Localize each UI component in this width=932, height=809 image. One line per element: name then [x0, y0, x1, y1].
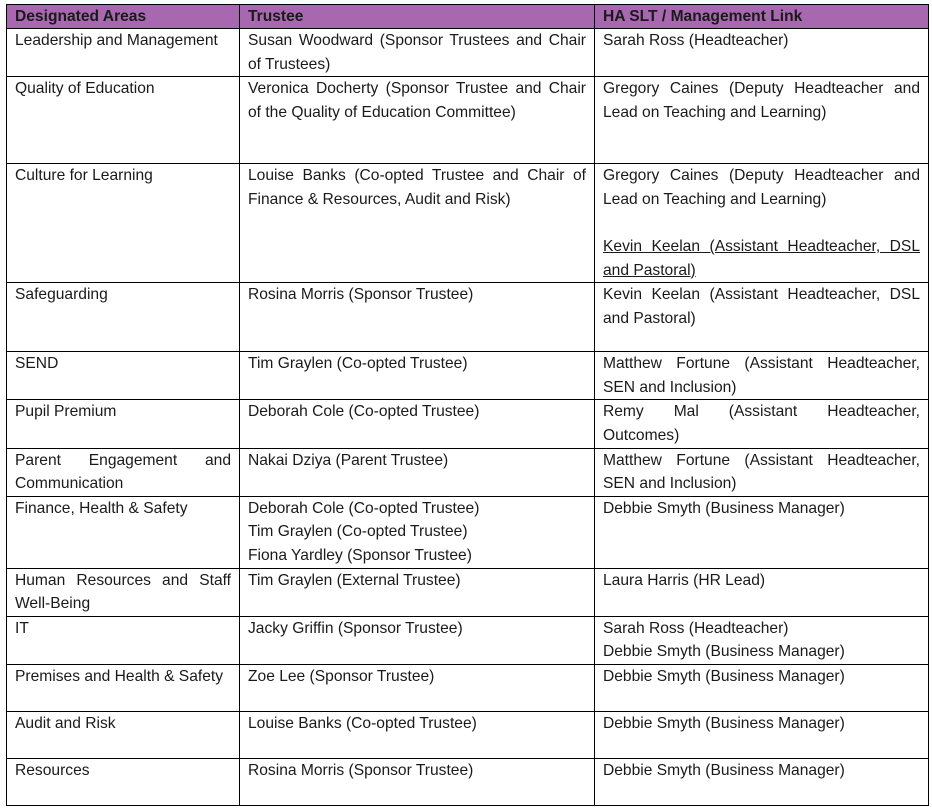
link-cell: [595, 711, 929, 758]
link-cell: [595, 664, 929, 711]
trustee-cell: [240, 283, 595, 352]
link-name: Kevin Keelan (Assistant Headteacher, DSL and Pastoral): [603, 286, 920, 327]
trustee-name: Jacky Griffin (Sponsor Trustee): [248, 619, 463, 637]
trustee-cell: [240, 164, 595, 283]
trustee-name: Zoe Lee (Sponsor Trustee): [248, 667, 435, 685]
trustee-name: Tim Graylen (External Trustee): [248, 571, 461, 589]
header-trustee: Trustee: [240, 5, 595, 29]
link-cell: [595, 568, 929, 616]
link-cell: [595, 77, 929, 164]
link-cell: [595, 164, 929, 283]
area-cell: Culture for Learning: [7, 164, 240, 283]
trustee-name: Louise Banks (Co-opted Trustee): [248, 714, 477, 732]
link-cell: [595, 283, 929, 352]
area-cell: Safeguarding: [7, 283, 240, 352]
link-name: Gregory Caines (Deputy Headteacher and Lead on Teaching and Learning): [603, 80, 920, 121]
link-cell: [595, 616, 929, 664]
trustee-name: Rosina Morris (Sponsor Trustee): [248, 761, 474, 779]
table-row: [7, 496, 929, 568]
area-cell: Quality of Education: [7, 77, 240, 164]
trustee-name: Veronica Docherty (Sponsor Trustee and Chair of the Quality of Education Committee): [248, 80, 586, 121]
link-name: Debbie Smyth (Business Manager): [603, 714, 845, 732]
link-name: Matthew Fortune (Assistant Headteacher, SEN and Inclusion): [603, 355, 920, 396]
trustee-name: Louise Banks (Co-opted Trustee and Chair of Finance & Resources, Audit and Risk): [248, 167, 586, 208]
link-cell: [595, 448, 929, 496]
trustee-name: Rosina Morris (Sponsor Trustee): [248, 286, 474, 304]
link-cell: [595, 758, 929, 805]
trustee-cell: [240, 77, 595, 164]
trustee-cell: [240, 496, 595, 568]
link-cell: [595, 29, 929, 77]
table-row: [7, 711, 929, 758]
trustee-name: Fiona Yardley (Sponsor Trustee): [248, 546, 472, 564]
trustee-cell: [240, 711, 595, 758]
table-row: [7, 29, 929, 77]
area-cell: SEND: [7, 352, 240, 400]
link-name: Debbie Smyth (Business Manager): [603, 667, 845, 685]
area-cell: Pupil Premium: [7, 400, 240, 448]
table-row: [7, 448, 929, 496]
trustee-name: Deborah Cole (Co-opted Trustee): [248, 499, 480, 517]
table-row: [7, 568, 929, 616]
header-management-link: HA SLT / Management Link: [595, 5, 929, 29]
trustee-cell: [240, 352, 595, 400]
link-name-underlined: Kevin Keelan (Assistant Headteacher, DSL and Pastoral): [603, 237, 920, 279]
trustee-cell: [240, 664, 595, 711]
trustee-name: Susan Woodward (Sponsor Trustees and Chair of Trustees): [248, 32, 586, 73]
link-cell: [595, 496, 929, 568]
table-row: [7, 400, 929, 448]
area-cell: Audit and Risk: [7, 711, 240, 758]
trustee-cell: [240, 758, 595, 805]
header-designated-areas: Designated Areas: [7, 5, 240, 29]
table-row: [7, 77, 929, 164]
area-cell: IT: [7, 616, 240, 664]
table-row: [7, 616, 929, 664]
link-name: Matthew Fortune (Assistant Headteacher, SEN and Inclusion): [603, 451, 920, 493]
link-name: Debbie Smyth (Business Manager): [603, 643, 845, 661]
link-cell: [595, 352, 929, 400]
area-cell: Parent Engagement and Communication: [7, 448, 240, 496]
link-name: Laura Harris (HR Lead): [603, 571, 766, 589]
link-cell: [595, 400, 929, 448]
table-header-row: [7, 5, 929, 29]
table-row: [7, 664, 929, 711]
table-row: [7, 758, 929, 805]
area-cell: Resources: [7, 758, 240, 805]
area-cell: Human Resources and Staff Well-Being: [7, 568, 240, 616]
link-name: Gregory Caines (Deputy Headteacher and Lead on Teaching and Learning): [603, 167, 920, 208]
trustee-cell: [240, 29, 595, 77]
trustee-cell: [240, 568, 595, 616]
table-row: [7, 352, 929, 400]
trustee-name: Tim Graylen (Co-opted Trustee): [248, 355, 468, 373]
link-name: Sarah Ross (Headteacher): [603, 619, 789, 637]
trustee-name: Deborah Cole (Co-opted Trustee): [248, 403, 480, 421]
trustee-name: Nakai Dziya (Parent Trustee): [248, 451, 449, 469]
trustee-name: Tim Graylen (Co-opted Trustee): [248, 523, 468, 541]
area-cell: Leadership and Management: [7, 29, 240, 77]
trustee-cell: [240, 400, 595, 448]
area-cell: Finance, Health & Safety: [7, 496, 240, 568]
link-name: Debbie Smyth (Business Manager): [603, 761, 845, 779]
area-cell: Premises and Health & Safety: [7, 664, 240, 711]
designated-areas-table: [6, 4, 929, 806]
link-name: Sarah Ross (Headteacher): [603, 32, 789, 49]
table-row: [7, 164, 929, 283]
trustee-cell: [240, 448, 595, 496]
link-name: Remy Mal (Assistant Headteacher, Outcomes): [603, 403, 920, 444]
table-row: [7, 283, 929, 352]
link-name: Debbie Smyth (Business Manager): [603, 499, 845, 517]
trustee-cell: [240, 616, 595, 664]
paragraph-gap: [603, 211, 920, 235]
